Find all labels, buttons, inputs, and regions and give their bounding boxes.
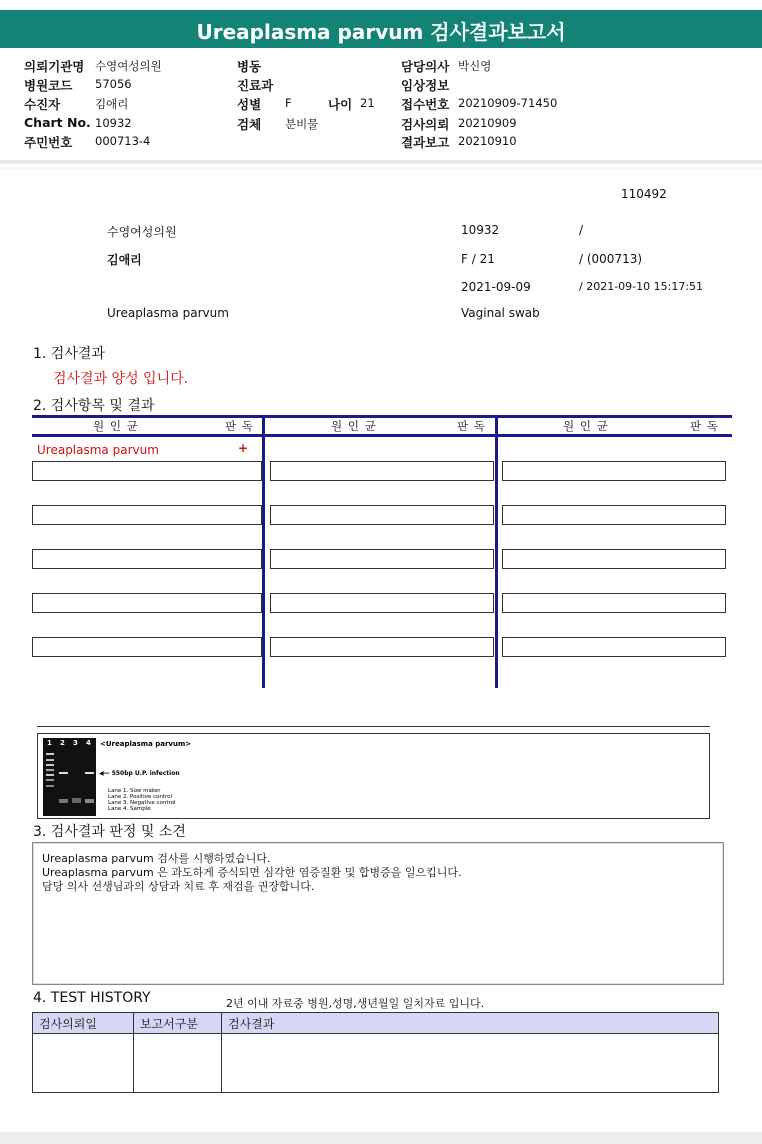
report-value: 20210910 bbox=[458, 134, 517, 148]
result-cell bbox=[32, 593, 262, 613]
age-label: 나이 bbox=[328, 97, 353, 112]
organism-name: Ureaplasma parvum bbox=[37, 443, 159, 457]
chart-value: 10932 bbox=[95, 116, 132, 130]
chart-label: Chart No. bbox=[24, 115, 91, 130]
age-value: 21 bbox=[360, 96, 375, 110]
section3-heading: 3. 검사결과 판정 및 소견 bbox=[33, 824, 186, 840]
col-judgement-3: 판독 bbox=[690, 419, 724, 433]
doctor-value: 박신영 bbox=[458, 59, 492, 73]
footer-bar bbox=[0, 1132, 762, 1144]
result-cell bbox=[502, 549, 726, 569]
table-row bbox=[33, 1034, 719, 1093]
rrn-value: 000713-4 bbox=[95, 134, 151, 148]
history-col-result: 검사결과 bbox=[222, 1013, 719, 1034]
col-organism-1: 원인균 bbox=[93, 419, 144, 433]
result-cell bbox=[502, 461, 726, 481]
result-cell bbox=[32, 637, 262, 657]
lane-number: 1 bbox=[47, 739, 52, 747]
clinical-label: 임상정보 bbox=[401, 78, 450, 93]
report-datetime: / 2021-09-10 15:17:51 bbox=[579, 280, 704, 293]
history-cell bbox=[33, 1034, 134, 1093]
result-cell bbox=[270, 593, 494, 613]
table-divider-1 bbox=[262, 415, 265, 688]
receipt-value: 20210909-71450 bbox=[458, 96, 558, 110]
result-cell bbox=[270, 461, 494, 481]
sex-label: 성별 bbox=[237, 97, 262, 112]
result-cell bbox=[270, 505, 494, 525]
patient-name: 김애리 bbox=[107, 253, 142, 267]
organism-result: + bbox=[238, 441, 249, 455]
id-number: 110492 bbox=[621, 187, 667, 201]
sex-age: F / 21 bbox=[461, 252, 495, 266]
lane-number: 3 bbox=[73, 739, 78, 747]
comment-line: Ureaplasma parvum 검사를 시행하였습니다. bbox=[42, 852, 271, 865]
header-divider-shadow bbox=[0, 167, 762, 169]
dept-label: 진료과 bbox=[237, 78, 274, 93]
gel-legend-item: Lane 1. Size maker bbox=[108, 788, 161, 794]
comment-line: Ureaplasma parvum 은 과도하게 증식되면 심각한 염증질환 및 합병증을 일으킵니다. bbox=[42, 866, 462, 879]
history-cell bbox=[222, 1034, 719, 1093]
chart-slash: / bbox=[579, 223, 584, 237]
gel-band-label: ◀— 550bp U.P. infection bbox=[99, 770, 180, 777]
history-col-request-date: 검사의뢰일 bbox=[33, 1013, 134, 1034]
section4-heading: 4. TEST HISTORY bbox=[33, 990, 151, 1006]
gel-separator bbox=[37, 726, 710, 727]
col-judgement-2: 판독 bbox=[457, 419, 491, 433]
history-note: 2년 이내 자료중 병원,성명,생년월일 일치자료 입니다. bbox=[226, 997, 485, 1010]
section1-heading: 1. 검사결과 bbox=[33, 346, 105, 362]
request-value: 20210909 bbox=[458, 116, 517, 130]
report-label: 결과보고 bbox=[401, 135, 450, 150]
sex-value: F bbox=[285, 96, 292, 110]
section2-heading: 2. 검사항목 및 결과 bbox=[33, 398, 155, 414]
gel-legend-item: Lane 4. Sample bbox=[108, 806, 151, 812]
hospital-code-value: 57056 bbox=[95, 77, 132, 91]
patient-label: 수진자 bbox=[24, 97, 61, 112]
patient-value: 김애리 bbox=[95, 97, 129, 111]
hospital-code-label: 병원코드 bbox=[24, 78, 73, 93]
rrn-label: 주민번호 bbox=[24, 135, 73, 150]
header-divider bbox=[0, 160, 762, 164]
institution-value: 수영여성의원 bbox=[95, 59, 162, 73]
doctor-label: 담당의사 bbox=[401, 59, 450, 74]
test-history-table bbox=[32, 1012, 719, 1093]
request-date: 2021-09-09 bbox=[461, 280, 531, 294]
result-positive-text: 검사결과 양성 입니다. bbox=[53, 371, 189, 387]
clinic-name: 수영여성의원 bbox=[107, 225, 177, 239]
gel-legend-item: Lane 2. Positive control bbox=[108, 794, 173, 800]
col-judgement-1: 판독 bbox=[225, 419, 259, 433]
history-col-report-type: 보고서구분 bbox=[134, 1013, 222, 1034]
result-cell bbox=[32, 461, 262, 481]
result-cell bbox=[502, 505, 726, 525]
result-cell bbox=[32, 505, 262, 525]
result-cell bbox=[502, 593, 726, 613]
institution-label: 의뢰기관명 bbox=[24, 59, 85, 74]
chart-number: 10932 bbox=[461, 223, 500, 237]
report-title-bar bbox=[0, 10, 762, 48]
table-header-line bbox=[32, 434, 732, 437]
specimen-value: 분비물 bbox=[285, 117, 319, 131]
lane-number: 4 bbox=[86, 739, 91, 747]
table-divider-2 bbox=[495, 415, 498, 688]
comment-line: 담당 의사 선생님과의 상담과 치료 후 재검을 권장합니다. bbox=[42, 880, 315, 893]
gel-electrophoresis-image bbox=[43, 738, 96, 816]
request-label: 검사의뢰 bbox=[401, 117, 450, 132]
lane-number: 2 bbox=[60, 739, 65, 747]
col-organism-2: 원인균 bbox=[331, 419, 382, 433]
receipt-label: 접수번호 bbox=[401, 97, 450, 112]
history-cell bbox=[134, 1034, 222, 1093]
gel-title: <Ureaplasma parvum> bbox=[100, 740, 192, 748]
ward-label: 병동 bbox=[237, 59, 262, 74]
result-cell bbox=[502, 637, 726, 657]
result-cell bbox=[270, 549, 494, 569]
result-cell bbox=[270, 637, 494, 657]
patient-rrn: / (000713) bbox=[579, 252, 643, 266]
specimen-label: 검체 bbox=[237, 117, 262, 132]
test-name: Ureaplasma parvum bbox=[107, 306, 229, 320]
result-cell bbox=[32, 549, 262, 569]
report-title: Ureaplasma parvum 검사결과보고서 bbox=[196, 20, 566, 44]
col-organism-3: 원인균 bbox=[563, 419, 614, 433]
gel-legend-item: Lane 3. Negative control bbox=[108, 800, 176, 806]
specimen-type: Vaginal swab bbox=[461, 306, 540, 320]
